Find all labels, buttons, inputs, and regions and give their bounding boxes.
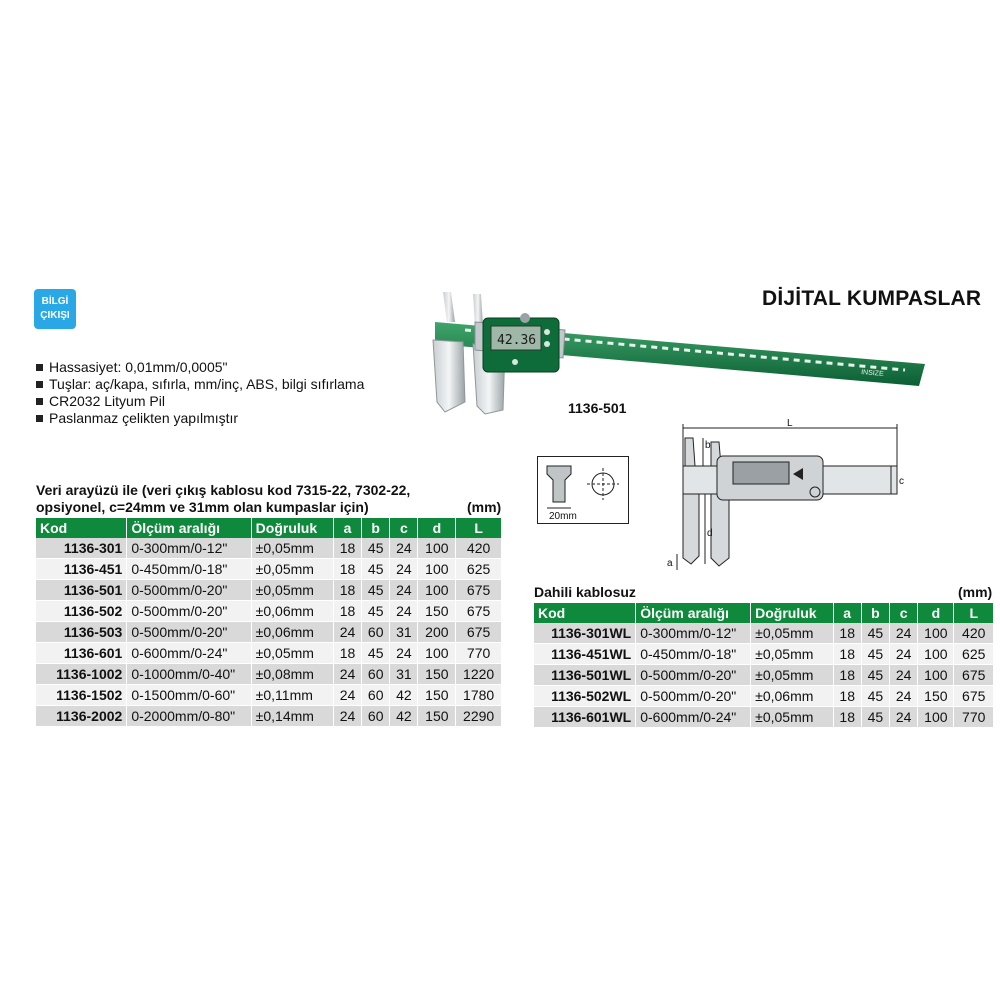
cell-code: 1136-501: [36, 580, 127, 601]
cell-code: 1136-502: [36, 601, 127, 622]
table1-title: [36, 482, 410, 516]
table-row: [36, 538, 502, 559]
cell-code: 1136-601: [36, 643, 127, 664]
cell-range: 0-2000mm/0-80": [127, 706, 251, 727]
table1-unit: (mm): [467, 499, 502, 515]
cell-dimension: 200: [418, 622, 456, 643]
col-header-b: b: [362, 518, 390, 538]
cell-dimension: 24: [390, 538, 418, 559]
col-header-a: a: [833, 603, 861, 623]
spec-table-wireless: [534, 603, 994, 728]
cell-code: 1136-1002: [36, 664, 127, 685]
feature-item: Paslanmaz çelikten yapılmıştır: [36, 410, 364, 427]
cell-dimension: 675: [456, 580, 502, 601]
cell-range: 0-600mm/0-24": [127, 643, 251, 664]
cell-range: 0-300mm/0-12": [127, 538, 251, 559]
dimension-b-label: b: [705, 440, 711, 451]
cell-range: 0-500mm/0-20": [127, 622, 251, 643]
cell-dimension: 24: [333, 706, 361, 727]
cell-accuracy: ±0,06mm: [751, 686, 833, 707]
table-header-row: [36, 518, 502, 538]
feature-list: [36, 359, 364, 427]
feature-item: Tuşlar: aç/kapa, sıfırla, mm/inç, ABS, bilgi sıfırlama: [36, 376, 364, 393]
cell-dimension: 24: [390, 643, 418, 664]
col-header-d: d: [918, 603, 954, 623]
cell-dimension: 1220: [456, 664, 502, 685]
table-row: [36, 643, 502, 664]
cell-dimension: 150: [918, 686, 954, 707]
model-label: 1136-501: [568, 400, 627, 416]
col-header-code: Kod: [36, 518, 127, 538]
cell-dimension: 18: [333, 580, 361, 601]
cell-accuracy: ±0,05mm: [751, 707, 833, 728]
table-row: [36, 580, 502, 601]
cell-dimension: 100: [418, 643, 456, 664]
cell-dimension: 100: [918, 665, 954, 686]
cell-dimension: 24: [333, 685, 361, 706]
cell-dimension: 18: [833, 707, 861, 728]
cell-range: 0-500mm/0-20": [127, 601, 251, 622]
cell-dimension: 675: [954, 686, 994, 707]
cell-dimension: 18: [333, 538, 361, 559]
cell-dimension: 45: [861, 623, 889, 644]
cell-dimension: 31: [390, 622, 418, 643]
cell-dimension: 24: [333, 664, 361, 685]
cell-dimension: 42: [390, 706, 418, 727]
dimension-diagram: [655, 418, 915, 578]
table-row: [534, 623, 994, 644]
table-row: [534, 707, 994, 728]
cell-accuracy: ±0,05mm: [251, 538, 333, 559]
table-header-row: [534, 603, 994, 623]
cell-dimension: 45: [362, 559, 390, 580]
cell-dimension: 60: [362, 685, 390, 706]
cell-code: 1136-301: [36, 538, 127, 559]
cell-accuracy: ±0,06mm: [251, 601, 333, 622]
cell-dimension: 770: [456, 643, 502, 664]
cell-dimension: 24: [890, 623, 918, 644]
col-header-accuracy: Doğruluk: [751, 603, 833, 623]
cell-dimension: 675: [954, 665, 994, 686]
table-row: [36, 601, 502, 622]
cell-dimension: 45: [861, 707, 889, 728]
cell-code: 1136-2002: [36, 706, 127, 727]
cell-range: 0-500mm/0-20": [636, 665, 751, 686]
table1-title-line2: opsiyonel, c=24mm ve 31mm olan kumpaslar için): [36, 499, 369, 515]
col-header-a: a: [333, 518, 361, 538]
cell-dimension: 100: [418, 580, 456, 601]
cell-dimension: 2290: [456, 706, 502, 727]
col-header-L: L: [456, 518, 502, 538]
cell-accuracy: ±0,08mm: [251, 664, 333, 685]
table-row: [534, 644, 994, 665]
cell-code: 1136-502WL: [534, 686, 636, 707]
lcd-readout: 42.36: [497, 333, 537, 348]
profile-dimension-label: 20mm: [549, 511, 577, 522]
cell-dimension: 150: [418, 685, 456, 706]
cell-dimension: 60: [362, 706, 390, 727]
cell-range: 0-1500mm/0-60": [127, 685, 251, 706]
cell-dimension: 45: [861, 686, 889, 707]
col-header-L: L: [954, 603, 994, 623]
cell-accuracy: ±0,05mm: [251, 643, 333, 664]
dimension-d-label: d: [707, 528, 713, 539]
cell-dimension: 100: [918, 644, 954, 665]
badge-line-2: ÇIKIŞI: [40, 310, 70, 321]
table1-title-line1: Veri arayüzü ile (veri çıkış kablosu kod 7315-22, 7302-22,: [36, 482, 411, 498]
cell-dimension: 24: [333, 622, 361, 643]
cell-code: 1136-1502: [36, 685, 127, 706]
cell-range: 0-500mm/0-20": [636, 686, 751, 707]
col-header-range: Ölçüm aralığı: [636, 603, 751, 623]
cell-code: 1136-503: [36, 622, 127, 643]
cell-dimension: 675: [456, 622, 502, 643]
cell-dimension: 150: [418, 664, 456, 685]
jaw-profile-diagram: [537, 456, 629, 524]
cell-dimension: 18: [833, 665, 861, 686]
cell-dimension: 150: [418, 601, 456, 622]
col-header-code: Kod: [534, 603, 636, 623]
table-row: [534, 686, 994, 707]
cell-dimension: 24: [890, 707, 918, 728]
cell-dimension: 18: [333, 601, 361, 622]
dimension-c-label: c: [899, 476, 904, 487]
cell-dimension: 60: [362, 664, 390, 685]
cell-dimension: 24: [890, 644, 918, 665]
cell-dimension: 45: [861, 644, 889, 665]
feature-item: Hassasiyet: 0,01mm/0,0005": [36, 359, 364, 376]
col-header-c: c: [890, 603, 918, 623]
brand-label: INSIZE: [860, 369, 884, 378]
cell-dimension: 45: [362, 601, 390, 622]
cell-dimension: 100: [418, 538, 456, 559]
col-header-b: b: [861, 603, 889, 623]
cell-dimension: 24: [390, 601, 418, 622]
cell-dimension: 24: [890, 686, 918, 707]
cell-dimension: 45: [362, 580, 390, 601]
cell-dimension: 45: [861, 665, 889, 686]
cell-dimension: 24: [390, 559, 418, 580]
cell-dimension: 45: [362, 643, 390, 664]
cell-accuracy: ±0,05mm: [751, 665, 833, 686]
col-header-d: d: [418, 518, 456, 538]
page-title: DİJİTAL KUMPASLAR: [762, 287, 982, 310]
cell-dimension: 100: [418, 559, 456, 580]
cell-accuracy: ±0,11mm: [251, 685, 333, 706]
cell-dimension: 31: [390, 664, 418, 685]
table-row: [36, 706, 502, 727]
cell-range: 0-450mm/0-18": [636, 644, 751, 665]
cell-code: 1136-501WL: [534, 665, 636, 686]
cell-dimension: 45: [362, 538, 390, 559]
data-output-badge: [34, 289, 76, 329]
caliper-photo: [425, 282, 935, 422]
cell-accuracy: ±0,05mm: [251, 559, 333, 580]
col-header-c: c: [390, 518, 418, 538]
cell-dimension: 1780: [456, 685, 502, 706]
table-row: [534, 665, 994, 686]
cell-dimension: 18: [833, 686, 861, 707]
cell-accuracy: ±0,05mm: [251, 580, 333, 601]
cell-range: 0-1000mm/0-40": [127, 664, 251, 685]
cell-dimension: 675: [456, 601, 502, 622]
cell-dimension: 24: [890, 665, 918, 686]
col-header-accuracy: Doğruluk: [251, 518, 333, 538]
table2-title: Dahili kablosuz: [534, 584, 636, 600]
cell-dimension: 100: [918, 623, 954, 644]
cell-dimension: 18: [833, 623, 861, 644]
cell-range: 0-450mm/0-18": [127, 559, 251, 580]
feature-item: CR2032 Lityum Pil: [36, 393, 364, 410]
table-row: [36, 664, 502, 685]
badge-line-1: BİLGİ: [41, 296, 69, 307]
dimension-a-label: a: [667, 558, 673, 569]
table2-unit: (mm): [958, 584, 993, 600]
cell-code: 1136-601WL: [534, 707, 636, 728]
cell-accuracy: ±0,05mm: [751, 623, 833, 644]
cell-accuracy: ±0,14mm: [251, 706, 333, 727]
cell-dimension: 24: [390, 580, 418, 601]
cell-code: 1136-451WL: [534, 644, 636, 665]
dimension-L-label: L: [787, 418, 793, 429]
cell-range: 0-300mm/0-12": [636, 623, 751, 644]
cell-dimension: 420: [954, 623, 994, 644]
cell-dimension: 150: [418, 706, 456, 727]
cell-accuracy: ±0,06mm: [251, 622, 333, 643]
cell-range: 0-500mm/0-20": [127, 580, 251, 601]
cell-dimension: 42: [390, 685, 418, 706]
table-row: [36, 559, 502, 580]
cell-dimension: 60: [362, 622, 390, 643]
cell-dimension: 18: [333, 559, 361, 580]
spec-table-data-output: [36, 518, 502, 727]
cell-dimension: 420: [456, 538, 502, 559]
cell-dimension: 18: [333, 643, 361, 664]
cell-dimension: 770: [954, 707, 994, 728]
cell-dimension: 100: [918, 707, 954, 728]
table-row: [36, 685, 502, 706]
cell-code: 1136-451: [36, 559, 127, 580]
table-row: [36, 622, 502, 643]
cell-dimension: 625: [954, 644, 994, 665]
cell-code: 1136-301WL: [534, 623, 636, 644]
cell-range: 0-600mm/0-24": [636, 707, 751, 728]
cell-dimension: 18: [833, 644, 861, 665]
cell-dimension: 625: [456, 559, 502, 580]
col-header-range: Ölçüm aralığı: [127, 518, 251, 538]
cell-accuracy: ±0,05mm: [751, 644, 833, 665]
